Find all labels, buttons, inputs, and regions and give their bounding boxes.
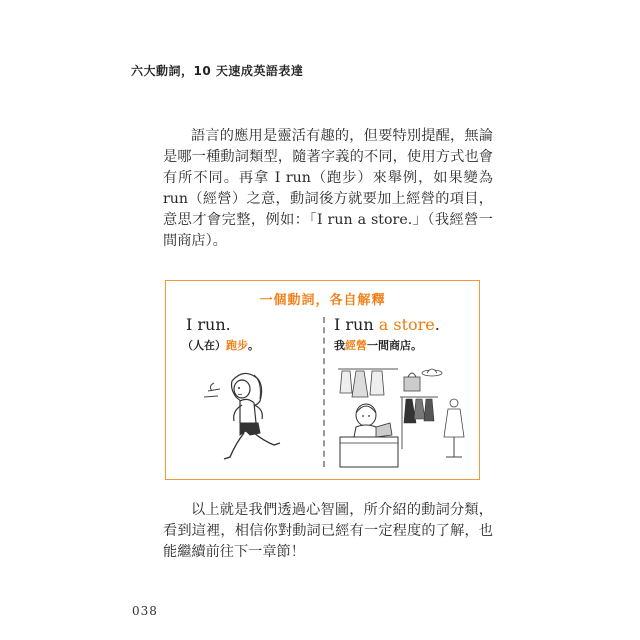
right-sentence: [334, 315, 440, 334]
left-gloss: [182, 337, 259, 353]
right-gloss: [334, 337, 422, 353]
figure-title: 一個動詞，各自解釋: [259, 293, 386, 308]
right-sentence-highlight: a store: [378, 315, 435, 334]
right-gloss-highlight: 經營: [345, 339, 367, 352]
running-girl-illustration: [194, 361, 304, 471]
left-gloss-suffix: 。: [248, 339, 259, 352]
panel-divider: [323, 317, 325, 467]
left-gloss-highlight: 跑步: [226, 339, 248, 352]
running-head: 六大動詞，10 天速成英語表達: [131, 64, 304, 78]
body-paragraph-2: 以上就是我們透過心智圖，所介紹的動詞分類，看到這裡，相信你對動詞已經有一定程度的了解，也能繼續前往下一章節！: [163, 502, 493, 560]
right-sentence-end: .: [434, 315, 440, 334]
store-illustration: [336, 363, 476, 473]
left-sentence: I run.: [186, 315, 231, 334]
body-paragraph-1: 語言的應用是靈活有趣的，但要特別提醒，無論是哪一種動詞類型，隨著字義的不同，使用方式也會有所不同。再拿 I run（跑步）來舉例，如果變為 run（經營）之意，動詞後方就要加上經營的項目，意思才會完整，例如：「I run a store.」（我經營一間商店）。: [163, 128, 493, 249]
right-sentence-plain: I run: [334, 315, 379, 334]
right-gloss-prefix: 我: [334, 339, 345, 352]
left-gloss-prefix: （人在）: [182, 339, 226, 352]
right-gloss-suffix: 一間商店。: [367, 339, 422, 352]
page-number: 038: [132, 604, 158, 618]
figure-box: [165, 280, 480, 480]
